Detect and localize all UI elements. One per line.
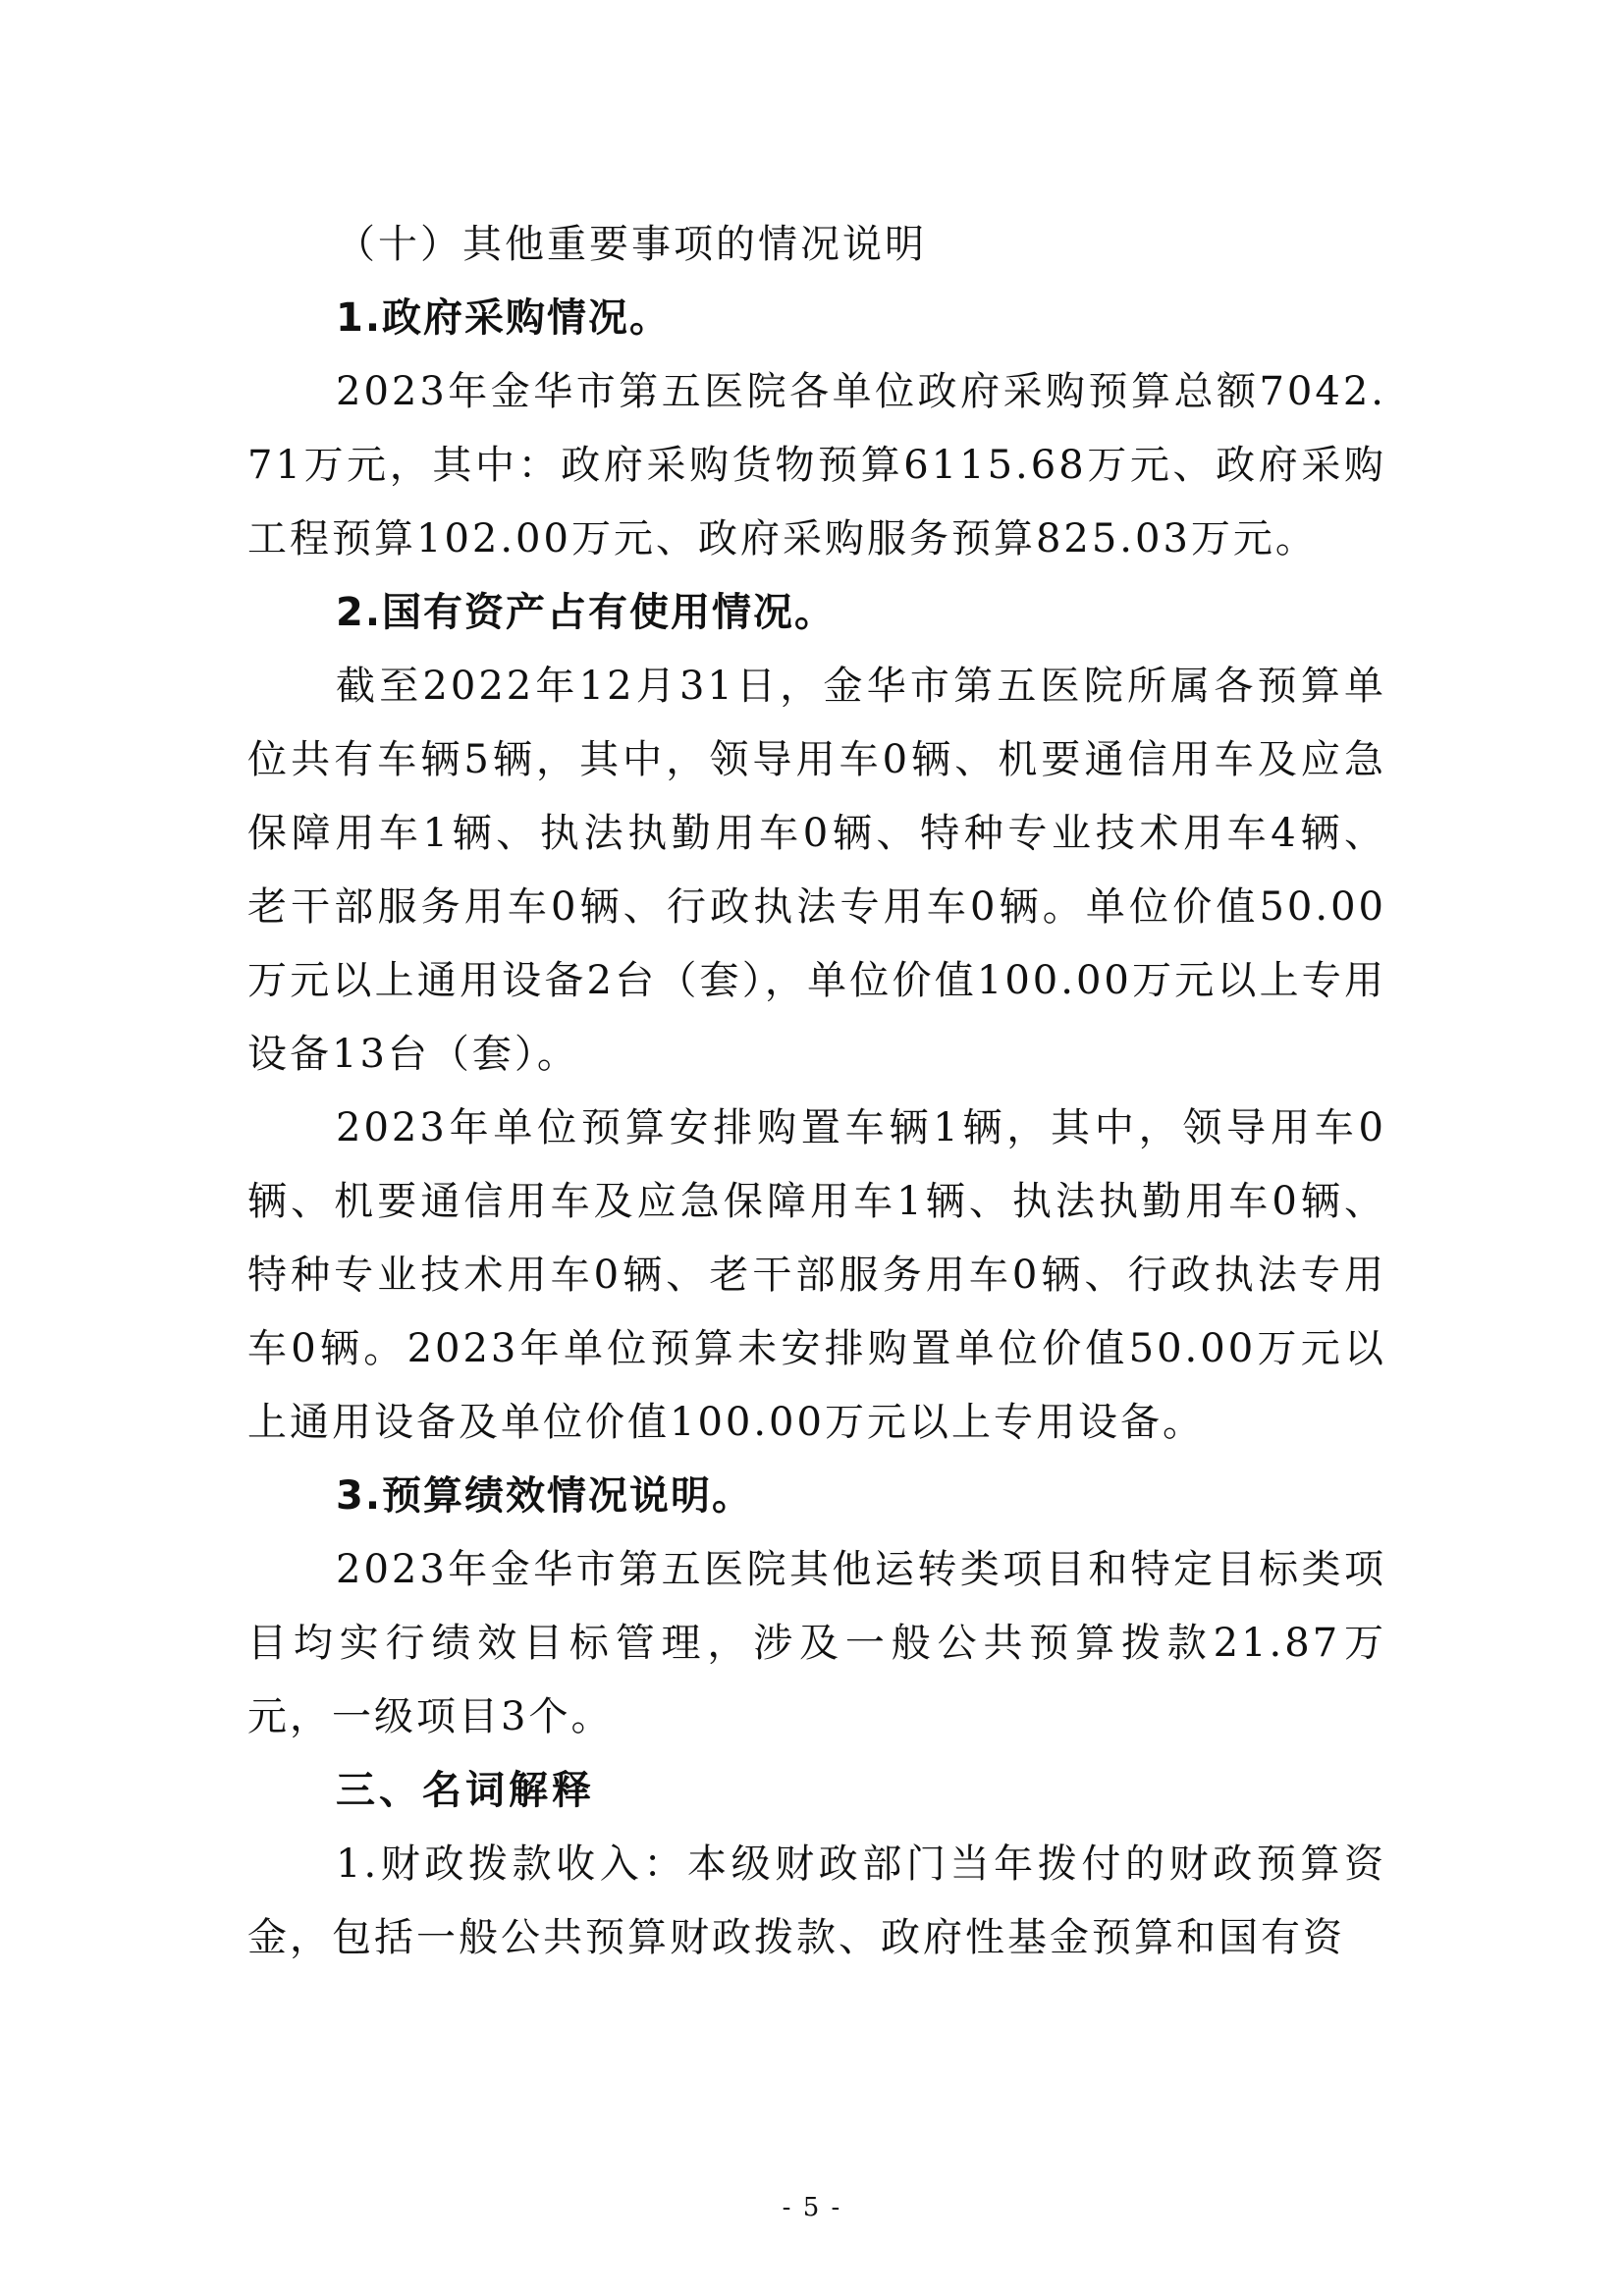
chapter-heading: 三、名词解释 bbox=[336, 1768, 595, 1813]
item-3-paragraph: 2023年金华市第五医院其他运转类项目和特定目标类项目均实行绩效目标管理，涉及一般公共预算拨款21.87万元，一级项目3个。 bbox=[247, 1547, 1386, 1739]
item-1-paragraph: 2023年金华市第五医院各单位政府采购预算总额7042.71万元，其中：政府采购货物预算6115.68万元、政府采购工程预算102.00万元、政府采购服务预算825.03万元。 bbox=[247, 369, 1386, 561]
item-3-heading: 3.预算绩效情况说明。 bbox=[336, 1473, 754, 1519]
page-number: - 5 - bbox=[782, 2193, 842, 2222]
section-heading: （十）其他重要事项的情况说明 bbox=[336, 222, 927, 267]
item-2-paragraph-2: 2023年单位预算安排购置车辆1辆，其中，领导用车0辆、机要通信用车及应急保障用车1辆、执法执勤用车0辆、特种专业技术用车0辆、老干部服务用车0辆、行政执法专用车0辆。2023年单位预算未安排购置单位价值50.00万元以上通用设备及单位价值100.00万元以上专用设备。 bbox=[247, 1105, 1386, 1445]
item-2-paragraph-1: 截至2022年12月31日，金华市第五医院所属各预算单位共有车辆5辆，其中，领导用车0辆、机要通信用车及应急保障用车1辆、执法执勤用车0辆、特种专业技术用车4辆、老干部服务用车0辆、行政执法专用车0辆。单位价值50.00万元以上通用设备2台（套），单位价值100.00万元以上专用设备13台（套）。 bbox=[247, 664, 1386, 1077]
definition-paragraph: 1.财政拨款收入：本级财政部门当年拨付的财政预算资金，包括一般公共预算财政拨款、政府性基金预算和国有资 bbox=[247, 1842, 1386, 1960]
document-body bbox=[247, 208, 1386, 1975]
item-1-heading: 1.政府采购情况。 bbox=[336, 295, 672, 341]
item-2-heading: 2.国有资产占有使用情况。 bbox=[336, 590, 837, 635]
